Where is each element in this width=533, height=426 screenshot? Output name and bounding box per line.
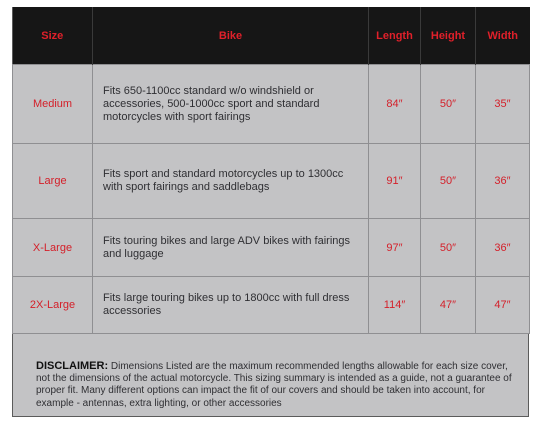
table-row <box>13 219 530 277</box>
height-cell: 47″ <box>421 277 476 334</box>
height-cell: 50″ <box>421 144 476 219</box>
bike-description-cell: Fits 650-1100cc standard w/o windshield or accessories, 500-1000cc sport and standard motorcycles with sport fairings <box>93 65 369 144</box>
height-cell: 50″ <box>421 219 476 277</box>
table-row <box>13 277 530 334</box>
size-cell: Large <box>13 144 93 219</box>
disclaimer-text: Dimensions Listed are the maximum recommended lengths allowable for each size cover, not the dimensions of the actual motorcycle. This sizing summary is intended as a guide, not a guarantee of proper fit. Many different options can impact the fit of our covers and should be taken into account, for example - antennas, extra lighting, or other accessories <box>36 361 512 409</box>
length-cell: 97″ <box>369 219 421 277</box>
table-header-row <box>13 7 530 65</box>
column-header-length: Length <box>369 7 421 65</box>
height-cell: 50″ <box>421 65 476 144</box>
length-cell: 114″ <box>369 277 421 334</box>
size-cell: Medium <box>13 65 93 144</box>
bike-description-cell: Fits large touring bikes up to 1800cc with full dress accessories <box>93 277 369 334</box>
width-cell: 35″ <box>476 65 530 144</box>
bike-description-cell: Fits sport and standard motorcycles up to 1300cc with sport fairings and saddlebags <box>93 144 369 219</box>
length-cell: 84″ <box>369 65 421 144</box>
bike-description-cell: Fits touring bikes and large ADV bikes with fairings and luggage <box>93 219 369 277</box>
width-cell: 36″ <box>476 144 530 219</box>
table-row <box>13 144 530 219</box>
disclaimer <box>36 360 522 410</box>
column-header-width: Width <box>476 7 530 65</box>
disclaimer-label: DISCLAIMER: <box>36 360 109 372</box>
size-cell: 2X-Large <box>13 277 93 334</box>
width-cell: 47″ <box>476 277 530 334</box>
size-cell: X-Large <box>13 219 93 277</box>
table-row <box>13 65 530 144</box>
size-chart-table <box>12 7 530 334</box>
column-header-bike: Bike <box>93 7 369 65</box>
length-cell: 91″ <box>369 144 421 219</box>
width-cell: 36″ <box>476 219 530 277</box>
column-header-size: Size <box>13 7 93 65</box>
column-header-height: Height <box>421 7 476 65</box>
